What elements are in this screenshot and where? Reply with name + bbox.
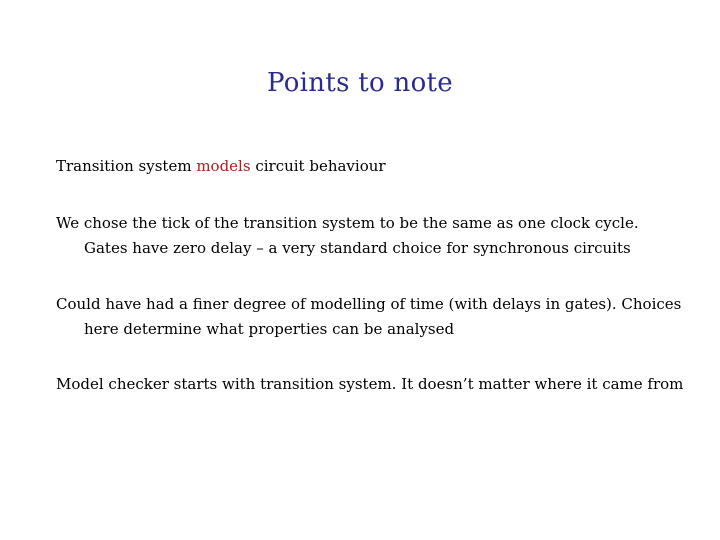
bullet-paragraph-2: We chose the tick of the transition system to be the same as one clock cycle. Gates have zero delay – a very standard choice for synchronous circuits: [56, 214, 639, 257]
bullet-1-text-before: Transition system: [56, 157, 197, 175]
bullet-paragraph-1: [56, 154, 684, 179]
slide-title: Points to note: [266, 68, 453, 98]
bullet-paragraph-3: Could have had a finer degree of modelling of time (with delays in gates). Choices here determine what properties can be analysed: [56, 295, 682, 338]
bullet-1-text-after: circuit behaviour: [250, 157, 386, 175]
bullet-1-highlight: models: [196, 157, 251, 175]
bullet-paragraph-4: Model checker starts with transition system. It doesn’t matter where it came from: [56, 375, 684, 393]
